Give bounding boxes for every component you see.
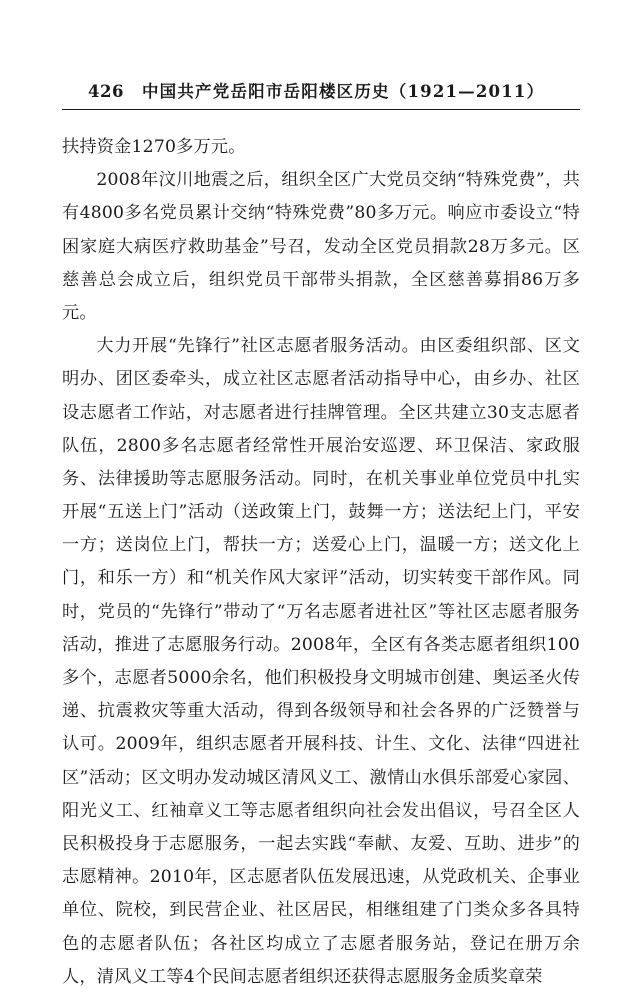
- paragraph: 大力开展“先锋行”社区志愿者服务活动。由区委组织部、区文明办、团区委牵头，成立社区志愿者活动指导中心，由乡办、社区设志愿者工作站，对志愿者进行挂牌管理。全区共建立30支志愿者队伍，2800多名志愿者经常性开展治安巡逻、环卫保洁、家政服务、法律援助等志愿服务活动。同时，在机关事业单位党员中扎实开展“五送上门”活动（送政策上门，鼓舞一方；送法纪上门，平安一方；送岗位上门，帮扶一方；送爱心上门，温暖一方；送文化上门，和乐一方）和“机关作风大家评”活动，切实转变干部作风。同时，党员的“先锋行”带动了“万名志愿者进社区”等社区志愿者服务活动，推进了志愿服务行动。2008年，全区有各类志愿者组织100多个，志愿者5000余名，他们积极投身文明城市创建、奥运圣火传递、抗震救灾等重大活动，得到各级领导和社会各界的广泛赞誉与认可。2009年，组织志愿者开展科技、计生、文化、法律“四进社区”活动；区文明办发动城区清风义工、激情山水俱乐部爱心家园、阳光义工、红袖章义工等志愿者组织向社会发出倡议，号召全区人民积极投身于志愿服务，一起去实践“奉献、友爱、互助、进步”的志愿精神。2010年，区志愿者队伍发展迅速，从党政机关、企事业单位、院校，到民营企业、社区居民，相继组建了门类众多各具特色的志愿者队伍；各社区均成立了志愿者服务站，登记在册万余人，清风义工等4个民间志愿者组织还获得志愿服务金质奖章荣: [62, 336, 580, 987]
- page-number: 426: [88, 82, 124, 101]
- page-header: [62, 78, 580, 110]
- page-body: [62, 131, 580, 994]
- paragraph: 扶持资金1270多万元。: [62, 137, 246, 157]
- page-title: 中国共产党岳阳市岳阳楼区历史（1921—2011）: [141, 82, 545, 101]
- paragraph: 2008年汶川地震之后，组织全区广大党员交纳“特殊党费”，共有4800多名党员累计交纳“特殊党费”80多万元。响应市委设立“特困家庭大病医疗救助基金”号召，发动全区党员捐款28万多元。区慈善总会成立后，组织党员干部带头捐款，全区慈善募捐86万多元。: [62, 170, 580, 323]
